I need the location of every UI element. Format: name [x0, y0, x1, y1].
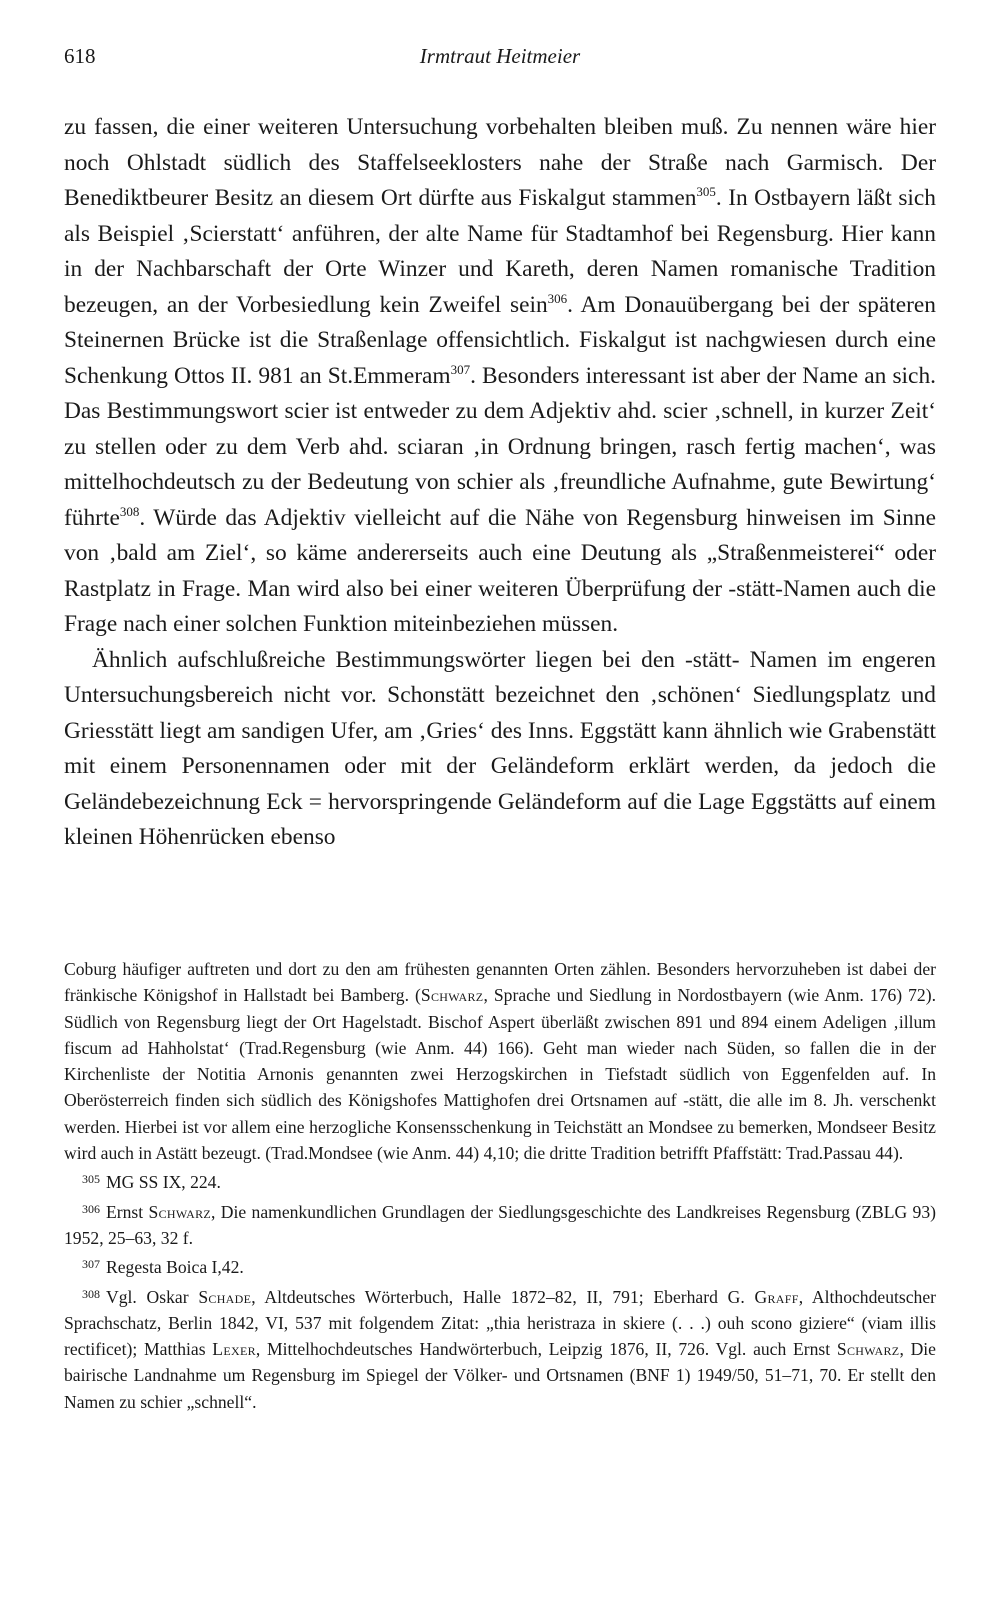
footnote-number: 308	[82, 1286, 100, 1301]
text-run: , Mittelhochdeutsches Handwörterbuch, Leipzig 1876, II, 726. Vgl. auch Ernst	[255, 1339, 837, 1360]
author-name: Schwarz	[836, 1339, 900, 1360]
footnote-continuation	[64, 956, 936, 1166]
footnote-text: MG SS IX, 224.	[106, 1172, 221, 1193]
author-name: Lexer	[212, 1339, 256, 1360]
text-run: . Würde das Adjektiv vielleicht auf die Nähe von Regensburg hinweisen im Sinne von ‚bald am Ziel‘, so käme andererseits auch eine Deutung als „Straßenmeisterei“ oder Rastplatz in Frage. Man wird also bei einer weiteren Überprüfung der -stätt-Namen auch die Frage nach einer solchen Funktion miteinbeziehen müssen.	[64, 504, 936, 637]
text-run: Ernst	[106, 1201, 149, 1222]
text-run: , Sprache und Siedlung in Nordostbayern (wie Anm. 176) 72). Südlich von Regensburg liegt der Ort Hagelstadt. Bischof Aspert überläßt zwischen 891 und 894 einem Adeligen ‚illum fiscum ad Hahholstat‘ (Trad.Regensburg (wie Anm. 44) 166). Geht man wieder nach Süden, so fallen die in der Kirchenliste der Notitia Arnonis genannten zwei Herzogskirchen in Tiefstadt südlich von Eggenfelden auf. In Oberösterreich finden sich südlich des Königshofes Mattighofen drei Ortsnamen auf -stätt, die alle im 8. Jh. verschenkt werden. Hierbei ist vor allem eine herzogliche Konsensschenkung in Teichstätt an Mondsee zu bemerken, Mondseer Besitz wird auch in Astätt bezeugt. (Trad.Mondsee (wie Anm. 44) 4,10; die dritte Tradition betrifft Pfaffstätt: Trad.Passau 44).	[64, 985, 936, 1164]
running-title: Irmtraut Heitmeier	[419, 44, 581, 68]
author-name: Schade	[198, 1286, 252, 1307]
footnote-308	[64, 1281, 936, 1415]
footnote-ref: 305	[696, 184, 716, 199]
page-number: 618	[64, 44, 96, 68]
text-run: Coburg häufiger auftreten und dort zu den am frühesten genannten Orten zählen. Besonders hervorzuheben ist dabei der fränkische Königshof in Hallstadt bei Bamberg. (	[64, 959, 936, 1006]
text-run: zu fassen, die einer weiteren Untersuchung vorbehalten bleiben muß. Zu nennen wäre hier noch Ohlstadt südlich des Staffelseeklosters nahe der Straße nach Garmisch. Der Benediktbeurer Besitz an diesem Ort dürfte aus Fiskalgut stammen	[64, 114, 936, 211]
text-run: , Altdeutsches Wörterbuch, Halle 1872–82, II, 791; Eberhard G.	[251, 1286, 755, 1307]
footnote-text: Regesta Boica I,42.	[106, 1257, 244, 1278]
text-run: , Althochdeutscher Sprachschatz, Berlin 1842, VI, 537 mit folgendem Zitat: „thia heristraza in skiere (. . .) ouh scono giziere“ (viam illis rectificet); Matthias	[64, 1286, 937, 1360]
footnote-number: 306	[82, 1201, 100, 1216]
footnotes	[64, 956, 936, 1415]
text-run: . In Ostbayern läßt sich als Beispiel ‚Scierstatt‘ anführen, der alte Name für Stadtamhof bei Regensburg. Hier kann in der Nachbarschaft der Orte Winzer und Kareth, deren Namen romanische Tradition bezeugen, an der Vorbesiedlung kein Zweifel sein	[64, 185, 936, 318]
footnote-number: 307	[82, 1257, 100, 1272]
author-name: Graff	[754, 1286, 799, 1307]
footnote-number: 305	[82, 1172, 100, 1187]
text-run: . Besonders interessant ist aber der Name an sich. Das Bestimmungswort scier ist entweder zu dem Adjektiv ahd. scier ‚schnell, in kurzer Zeit‘ zu stellen oder zu dem Verb ahd. sciaran ‚in Ordnung bringen, rasch fertig machen‘, was mittelhochdeutsch zu der Bedeutung von schier als ‚freundliche Aufnahme, gute Bewirtung‘ führte	[64, 362, 936, 531]
main-text	[64, 110, 936, 856]
running-header	[64, 44, 936, 78]
footnote-305	[64, 1166, 936, 1195]
footnote-ref: 308	[119, 503, 140, 519]
footnote-ref: 307	[450, 361, 471, 377]
text-run: Vgl. Oskar	[106, 1286, 199, 1307]
footnote-306	[64, 1196, 936, 1252]
footnote-ref: 306	[547, 290, 568, 306]
text-run: , Die bairische Landnahme um Regensburg im Spiegel der Völker- und Ortsnamen (BNF 1) 1949/50, 51–71, 70. Er stellt den Namen zu schier „schnell“.	[64, 1339, 936, 1412]
footnote-307	[64, 1251, 936, 1280]
paragraph-2: Ähnlich aufschlußreiche Bestimmungswörter liegen bei den -stätt- Namen im engeren Untersuchungsbereich nicht vor. Schonstätt bezeichnet den ‚schönen‘ Siedlungsplatz und Griesstätt liegt am sandigen Ufer, am ‚Gries‘ des Inns. Eggstätt kann ähnlich wie Grabenstätt mit einem Personennamen oder mit der Geländeform erklärt werden, da jedoch die Geländebezeichnung Eck = hervorspringende Geländeform auf die Lage Eggstätts auf einem kleinen Höhenrücken ebenso	[64, 646, 936, 850]
paragraph-1	[64, 110, 936, 643]
author-name: Schwarz	[420, 985, 484, 1006]
author-name: Schwarz	[148, 1201, 212, 1222]
text-run: , Die namenkundlichen Grundlagen der Siedlungsgeschichte des Landkreises Regensburg (ZBLG 93) 1952, 25–63, 32 f.	[64, 1201, 936, 1248]
text-run: . Am Donauübergang bei der späteren Steinernen Brücke ist die Straßenlage offensichtlich. Fiskalgut ist nachgwiesen durch eine Schenkung Ottos II. 981 an St.Emmeram	[64, 291, 936, 389]
